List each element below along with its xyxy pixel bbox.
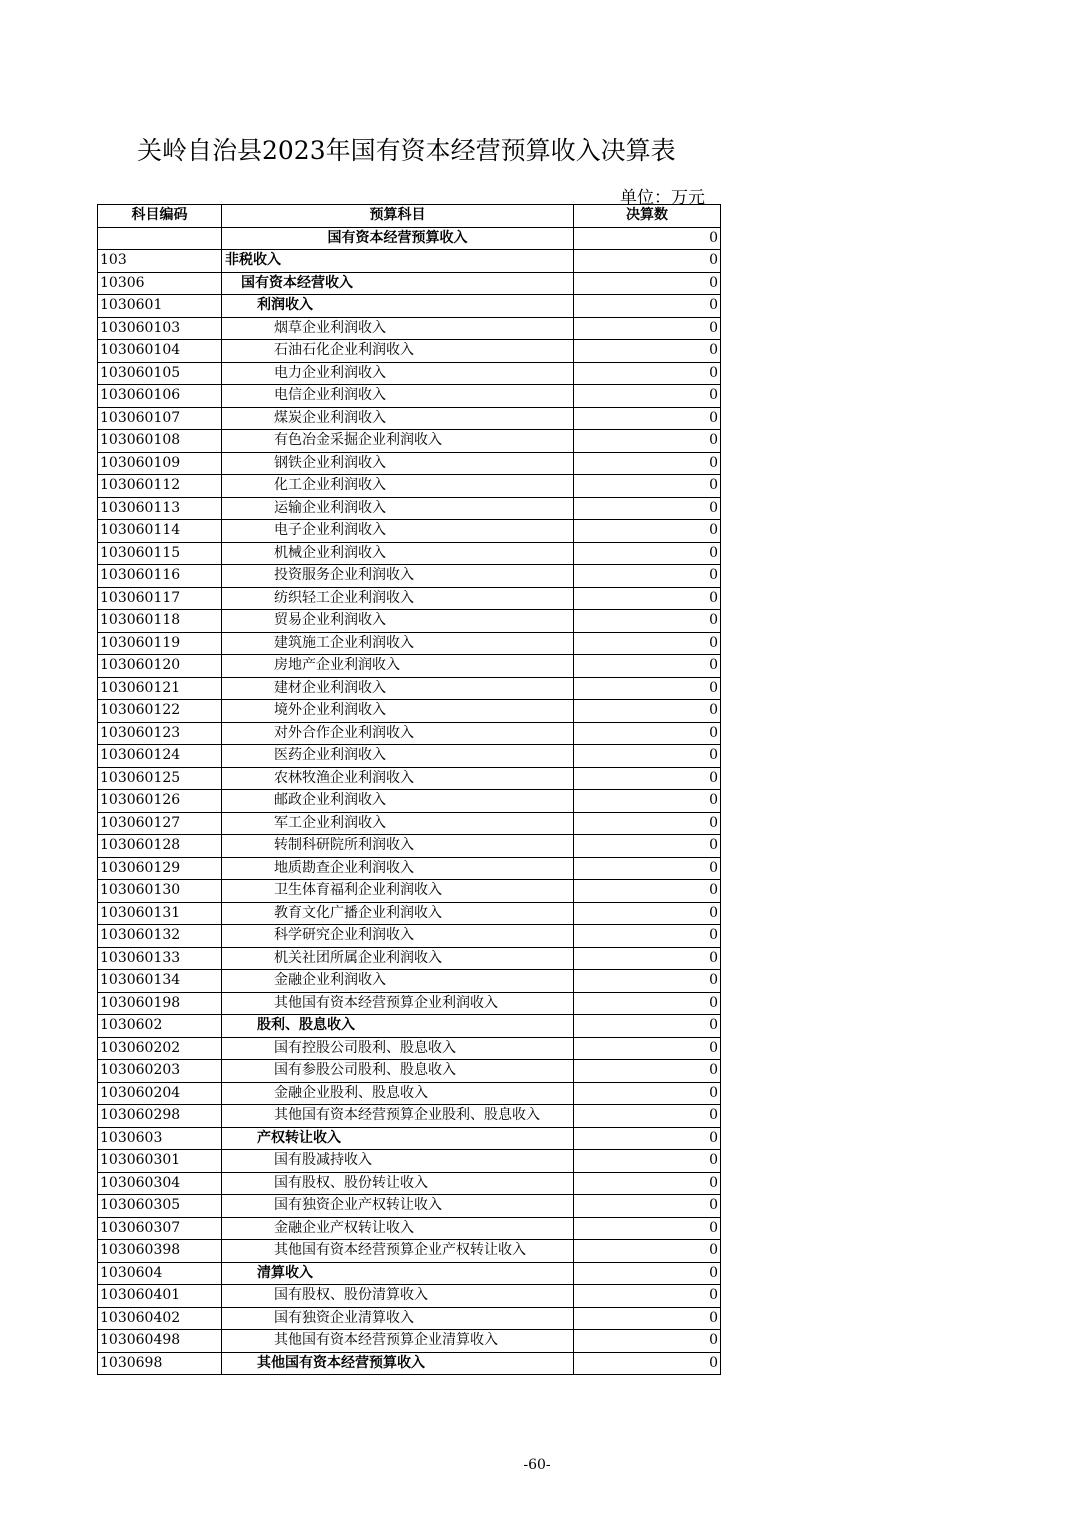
- table-row: [98, 925, 721, 948]
- row-name: 国有股权、股份转让收入: [222, 1172, 574, 1195]
- row-value: 0: [574, 1015, 721, 1038]
- table-row: [98, 632, 721, 655]
- table-row: [98, 295, 721, 318]
- row-name: 清算收入: [222, 1262, 574, 1285]
- row-code: 103060124: [98, 745, 222, 768]
- row-name: 机械企业利润收入: [222, 542, 574, 565]
- row-value: 0: [574, 722, 721, 745]
- row-code: 1030604: [98, 1262, 222, 1285]
- row-name: 其他国有资本经营预算企业产权转让收入: [222, 1240, 574, 1263]
- row-code: 103060298: [98, 1105, 222, 1128]
- row-value: 0: [574, 1217, 721, 1240]
- row-code: 103060112: [98, 475, 222, 498]
- header-name: 预算科目: [222, 205, 574, 228]
- row-code: 103060129: [98, 857, 222, 880]
- row-name: 国有股减持收入: [222, 1150, 574, 1173]
- table-row: [98, 1240, 721, 1263]
- row-name: 转制科研院所利润收入: [222, 835, 574, 858]
- row-code: 103060119: [98, 632, 222, 655]
- table-row: [98, 497, 721, 520]
- row-name: 电子企业利润收入: [222, 520, 574, 543]
- row-name: 教育文化广播企业利润收入: [222, 902, 574, 925]
- table-row: [98, 947, 721, 970]
- unit-label: 单位：万元: [620, 188, 705, 208]
- row-value: 0: [574, 880, 721, 903]
- row-name: 其他国有资本经营预算收入: [222, 1352, 574, 1375]
- row-name: 贸易企业利润收入: [222, 610, 574, 633]
- row-value: 0: [574, 520, 721, 543]
- row-code: 103060204: [98, 1082, 222, 1105]
- row-name: 房地产企业利润收入: [222, 655, 574, 678]
- row-code: 103060130: [98, 880, 222, 903]
- row-name: 利润收入: [222, 295, 574, 318]
- row-code: 103060134: [98, 970, 222, 993]
- row-code: 103060398: [98, 1240, 222, 1263]
- row-name: 国有资本经营收入: [222, 272, 574, 295]
- row-code: 103060202: [98, 1037, 222, 1060]
- row-name: 军工企业利润收入: [222, 812, 574, 835]
- row-name: 对外合作企业利润收入: [222, 722, 574, 745]
- table-row: [98, 565, 721, 588]
- row-code: 103060401: [98, 1285, 222, 1308]
- row-name: 金融企业利润收入: [222, 970, 574, 993]
- row-code: 103060114: [98, 520, 222, 543]
- row-name: 金融企业股利、股息收入: [222, 1082, 574, 1105]
- row-name: 国有控股公司股利、股息收入: [222, 1037, 574, 1060]
- row-code: 10306: [98, 272, 222, 295]
- row-value: 0: [574, 835, 721, 858]
- row-code: 103060118: [98, 610, 222, 633]
- row-name: 运输企业利润收入: [222, 497, 574, 520]
- row-value: 0: [574, 250, 721, 273]
- row-value: 0: [574, 542, 721, 565]
- row-value: 0: [574, 1195, 721, 1218]
- row-value: 0: [574, 767, 721, 790]
- row-code: 103060120: [98, 655, 222, 678]
- row-name: 非税收入: [222, 250, 574, 273]
- row-name: 国有参股公司股利、股息收入: [222, 1060, 574, 1083]
- row-name: 钢铁企业利润收入: [222, 452, 574, 475]
- row-name: 建筑施工企业利润收入: [222, 632, 574, 655]
- row-code: 103060198: [98, 992, 222, 1015]
- row-value: 0: [574, 632, 721, 655]
- row-name: 化工企业利润收入: [222, 475, 574, 498]
- row-name: 金融企业产权转让收入: [222, 1217, 574, 1240]
- row-code: 103060123: [98, 722, 222, 745]
- row-name: 有色冶金采掘企业利润收入: [222, 430, 574, 453]
- row-value: 0: [574, 677, 721, 700]
- row-name: 国有独资企业清算收入: [222, 1307, 574, 1330]
- row-value: 0: [574, 902, 721, 925]
- table-row: [98, 317, 721, 340]
- row-value: 0: [574, 227, 721, 250]
- row-code: 103060115: [98, 542, 222, 565]
- row-code: 103060304: [98, 1172, 222, 1195]
- row-name: 其他国有资本经营预算企业清算收入: [222, 1330, 574, 1353]
- row-value: 0: [574, 497, 721, 520]
- row-value: 0: [574, 812, 721, 835]
- header-code: 科目编码: [98, 205, 222, 228]
- row-value: 0: [574, 700, 721, 723]
- row-value: 0: [574, 1037, 721, 1060]
- row-name: 医药企业利润收入: [222, 745, 574, 768]
- table-row: [98, 272, 721, 295]
- table-row: [98, 1105, 721, 1128]
- table-row: [98, 745, 721, 768]
- row-code: 103060121: [98, 677, 222, 700]
- table-row: [98, 587, 721, 610]
- row-name: 其他国有资本经营预算企业利润收入: [222, 992, 574, 1015]
- row-value: 0: [574, 610, 721, 633]
- table-row: [98, 340, 721, 363]
- row-code: 103060106: [98, 385, 222, 408]
- row-value: 0: [574, 407, 721, 430]
- row-name: 电力企业利润收入: [222, 362, 574, 385]
- table-row: [98, 767, 721, 790]
- row-name: 农林牧渔企业利润收入: [222, 767, 574, 790]
- row-code: 103060125: [98, 767, 222, 790]
- row-value: 0: [574, 790, 721, 813]
- table-row: [98, 407, 721, 430]
- table-row: [98, 1352, 721, 1375]
- row-name: 境外企业利润收入: [222, 700, 574, 723]
- table-row: [98, 1330, 721, 1353]
- row-value: 0: [574, 385, 721, 408]
- row-name: 纺织轻工企业利润收入: [222, 587, 574, 610]
- table-row: [98, 227, 721, 250]
- row-code: [98, 227, 222, 250]
- row-code: 103060116: [98, 565, 222, 588]
- table-row: [98, 452, 721, 475]
- budget-table: [97, 204, 721, 1375]
- table-body: [98, 227, 721, 1375]
- row-code: 103060133: [98, 947, 222, 970]
- table-row: [98, 430, 721, 453]
- row-code: 103060203: [98, 1060, 222, 1083]
- row-value: 0: [574, 317, 721, 340]
- row-value: 0: [574, 1105, 721, 1128]
- table-row: [98, 1195, 721, 1218]
- table-row: [98, 1127, 721, 1150]
- row-value: 0: [574, 745, 721, 768]
- table-row: [98, 722, 721, 745]
- table-row: [98, 1037, 721, 1060]
- row-name: 电信企业利润收入: [222, 385, 574, 408]
- row-value: 0: [574, 1127, 721, 1150]
- row-name: 股利、股息收入: [222, 1015, 574, 1038]
- row-value: 0: [574, 1082, 721, 1105]
- row-name: 国有资本经营预算收入: [222, 227, 574, 250]
- row-value: 0: [574, 587, 721, 610]
- table-row: [98, 970, 721, 993]
- table-row: [98, 520, 721, 543]
- row-code: 103060132: [98, 925, 222, 948]
- table-header-row: [98, 205, 721, 228]
- row-name: 产权转让收入: [222, 1127, 574, 1150]
- table-row: [98, 992, 721, 1015]
- row-name: 建材企业利润收入: [222, 677, 574, 700]
- row-value: 0: [574, 475, 721, 498]
- row-code: 103060122: [98, 700, 222, 723]
- row-value: 0: [574, 1150, 721, 1173]
- row-code: 103: [98, 250, 222, 273]
- row-code: 103060127: [98, 812, 222, 835]
- table-row: [98, 790, 721, 813]
- row-code: 103060126: [98, 790, 222, 813]
- table-row: [98, 1262, 721, 1285]
- row-value: 0: [574, 1352, 721, 1375]
- row-name: 投资服务企业利润收入: [222, 565, 574, 588]
- row-value: 0: [574, 1060, 721, 1083]
- row-value: 0: [574, 272, 721, 295]
- row-value: 0: [574, 1307, 721, 1330]
- page-title: 关岭自治县2023年国有资本经营预算收入决算表: [137, 136, 676, 165]
- row-name: 邮政企业利润收入: [222, 790, 574, 813]
- table-row: [98, 857, 721, 880]
- row-value: 0: [574, 925, 721, 948]
- row-code: 103060109: [98, 452, 222, 475]
- table-row: [98, 475, 721, 498]
- row-code: 103060498: [98, 1330, 222, 1353]
- row-code: 103060131: [98, 902, 222, 925]
- row-value: 0: [574, 1330, 721, 1353]
- row-code: 103060113: [98, 497, 222, 520]
- row-code: 103060105: [98, 362, 222, 385]
- row-value: 0: [574, 1285, 721, 1308]
- table-row: [98, 385, 721, 408]
- table-row: [98, 655, 721, 678]
- table-row: [98, 1307, 721, 1330]
- row-name: 科学研究企业利润收入: [222, 925, 574, 948]
- table-row: [98, 1217, 721, 1240]
- row-value: 0: [574, 452, 721, 475]
- table-row: [98, 1172, 721, 1195]
- row-value: 0: [574, 362, 721, 385]
- row-name: 机关社团所属企业利润收入: [222, 947, 574, 970]
- row-name: 其他国有资本经营预算企业股利、股息收入: [222, 1105, 574, 1128]
- row-code: 1030602: [98, 1015, 222, 1038]
- row-value: 0: [574, 340, 721, 363]
- table-row: [98, 1285, 721, 1308]
- table-row: [98, 700, 721, 723]
- row-code: 103060108: [98, 430, 222, 453]
- table-row: [98, 835, 721, 858]
- row-code: 1030603: [98, 1127, 222, 1150]
- row-code: 103060117: [98, 587, 222, 610]
- row-value: 0: [574, 565, 721, 588]
- row-value: 0: [574, 970, 721, 993]
- row-name: 烟草企业利润收入: [222, 317, 574, 340]
- row-name: 国有独资企业产权转让收入: [222, 1195, 574, 1218]
- row-value: 0: [574, 430, 721, 453]
- row-value: 0: [574, 1172, 721, 1195]
- row-code: 103060307: [98, 1217, 222, 1240]
- table-row: [98, 677, 721, 700]
- page-number: -60-: [523, 1457, 551, 1473]
- row-value: 0: [574, 655, 721, 678]
- row-code: 103060107: [98, 407, 222, 430]
- table-row: [98, 1150, 721, 1173]
- row-name: 地质勘查企业利润收入: [222, 857, 574, 880]
- row-code: 103060305: [98, 1195, 222, 1218]
- table-row: [98, 1060, 721, 1083]
- table-row: [98, 1015, 721, 1038]
- row-code: 103060128: [98, 835, 222, 858]
- row-value: 0: [574, 1262, 721, 1285]
- row-code: 103060301: [98, 1150, 222, 1173]
- row-value: 0: [574, 857, 721, 880]
- row-code: 103060104: [98, 340, 222, 363]
- row-value: 0: [574, 1240, 721, 1263]
- table-row: [98, 542, 721, 565]
- table-row: [98, 880, 721, 903]
- table-row: [98, 250, 721, 273]
- row-code: 103060402: [98, 1307, 222, 1330]
- table-row: [98, 610, 721, 633]
- row-name: 煤炭企业利润收入: [222, 407, 574, 430]
- row-value: 0: [574, 947, 721, 970]
- row-code: 103060103: [98, 317, 222, 340]
- table-row: [98, 1082, 721, 1105]
- row-name: 国有股权、股份清算收入: [222, 1285, 574, 1308]
- row-name: 石油石化企业利润收入: [222, 340, 574, 363]
- table-row: [98, 362, 721, 385]
- table-row: [98, 902, 721, 925]
- row-code: 1030601: [98, 295, 222, 318]
- header-value: 决算数: [574, 205, 721, 228]
- row-name: 卫生体育福利企业利润收入: [222, 880, 574, 903]
- table-row: [98, 812, 721, 835]
- row-value: 0: [574, 992, 721, 1015]
- row-value: 0: [574, 295, 721, 318]
- row-code: 1030698: [98, 1352, 222, 1375]
